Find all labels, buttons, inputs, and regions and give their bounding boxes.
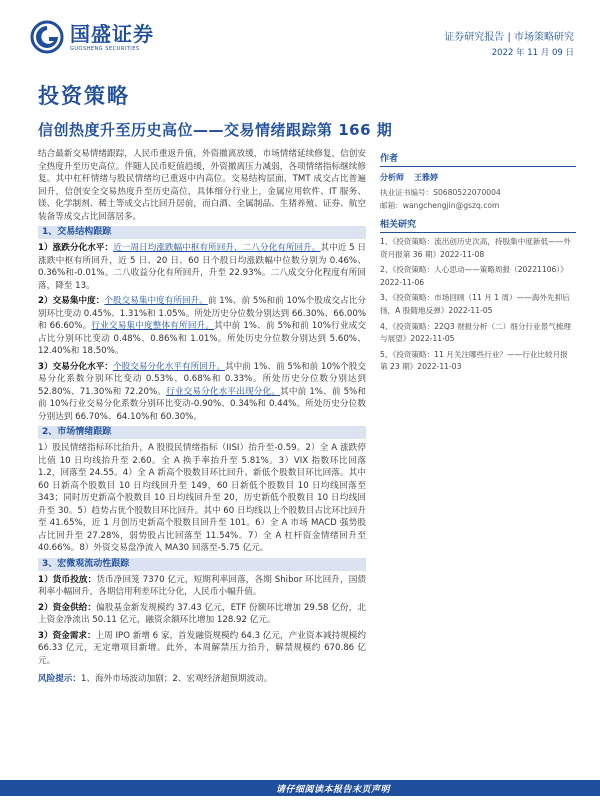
risk-label: 风险提示： xyxy=(38,674,81,684)
risk-text: 1、海外市场波动加剧；2、宏观经济超预期波动。 xyxy=(80,674,273,684)
page-header xyxy=(0,0,600,62)
point-label: 1）货币投放： xyxy=(38,574,97,585)
page-footer xyxy=(0,780,600,796)
footer-disclaimer: 请仔细阅读本报告末页声明 xyxy=(275,785,390,795)
analyst-name: 王雅婷 xyxy=(414,173,438,182)
sidebar xyxy=(380,148,576,374)
author-email[interactable]: 邮箱：wangchengjin@gszq.com xyxy=(380,201,500,210)
report-date: 2022 年 11 月 09 日 xyxy=(491,48,574,58)
authors-heading: 作者 xyxy=(380,151,576,167)
related-research-item[interactable]: 4、《投资策略：22Q3 财报分析（二）细分行业景气梳理与展望》2022-11-05 xyxy=(380,321,571,344)
point-text: 上周 IPO 新增 6 家，首发融资规模约 64.3 亿元，产业资本减持规模约 66.33 亿元，无定增项目新增。此外，本周解禁压力抬升，解禁规模约 670.86 亿元。 xyxy=(38,630,366,666)
liquidity-point-1 xyxy=(38,574,366,599)
intro-paragraph: 结合最新交易情绪跟踪，人民币重返升值，外资撤离放缓，市场情绪延续修复，信创安全热度升至历史高位。伴随人民币贬值趋缓，外资撤离压力减弱，各项情绪指标继续修复。其中杠杆情绪与股民情绪均已重返中内高位。交易结构层面，TMT 成交占比普遍回升，信创安全交易热度升至历史高位，具体细分行业上，金属应用软件、IT 服务、镁、化学制剂、稀土等成交占比回升居前，而白酒、全属制品、生猪养殖、证券、航空装备等成交占比回落居多。 xyxy=(38,149,366,222)
structure-point-1 xyxy=(38,242,366,292)
related-research-item[interactable]: 2、《投资策略：人心思动——策略周报（20221106）》2022-11-06 xyxy=(380,265,568,287)
highlight-text: 个股交易集中度有所回升。 xyxy=(104,296,208,306)
report-title: 信创热度升至历史高位——交易情绪跟踪第 166 期 xyxy=(38,121,393,139)
strategy-title: 投资策略 xyxy=(38,84,130,108)
highlight-text: 行业交易集中度整体有所回升。 xyxy=(91,321,215,331)
point-label: 1）涨跌分化水平： xyxy=(38,243,114,253)
liquidity-point-3 xyxy=(38,630,366,668)
point-text: 其中前 1%、前 5%和前 10%行业交易分化系数分别环比变动-0.90%、0.34%和 0.44%。所处历史分位数分别达到 66.70%、64.10%和 60.30%。 xyxy=(38,386,366,422)
point-label: 3）交易分化水平： xyxy=(38,361,113,372)
point-label: 2）交易集中度： xyxy=(38,296,105,306)
point-text: 前 1%、前 5%和前 10%个股成交占比分别环比变动 0.45%、1.31%和 1.05%。所处历史分位数分别达到 66.30%、66.00%和 66.60%。 xyxy=(38,296,366,331)
point-label: 2）资金供给： xyxy=(38,602,97,613)
related-research-item[interactable]: 5、《投资策略：11 月关注哪些行业？——行业比较月报 第 23 期》2022-11-03 xyxy=(380,349,568,372)
related-research-item[interactable]: 1、《投资策略：流出创历史次高，持股集中度新低——外资月报第 36 期》2022-11-08 xyxy=(380,237,571,259)
point-text: 货币净回笼 7370 亿元，短期利率回落，各期 Shibor 环比回升，国债利率小幅回升，各期信用利差环比分化，人民币小幅升值。 xyxy=(38,574,366,597)
liquidity-point-2 xyxy=(38,602,366,627)
structure-point-3 xyxy=(38,361,366,424)
risk-warning xyxy=(38,673,366,686)
report-type: 证券研究报告 | 市场策略研究 xyxy=(444,32,574,43)
logo-english-name: GUOSHENG SECURITIES xyxy=(70,45,140,52)
point-text: 其中近 5 日涨跌中枢有所回升，近 5 日、20 日、60 日个股日均涨跌幅中位数分别为 0.46%、0.36%和-0.01%。二八收益分化有所回升，升至 22.93%。二八成交分化程度有所回落，降至 13。 xyxy=(38,243,366,291)
logo-icon xyxy=(30,20,64,54)
related-research-heading: 相关研究 xyxy=(380,217,576,233)
highlight-text: 行业交易分化水平出现分化。 xyxy=(166,386,281,397)
highlight-text: 近一周日均涨跌幅中枢有所回升，二八分化有所回升。 xyxy=(113,243,321,253)
section-heading-liquidity: 3、宏微观流动性跟踪 xyxy=(38,558,366,571)
section-heading-sentiment: 2、市场情绪跟踪 xyxy=(38,426,366,439)
logo-chinese-name: 国盛证券 xyxy=(70,21,154,46)
related-research-item[interactable]: 3、《投资策略：市场回顾（11 月 1 周）——海外先抑后扬，A 股随地反弹》2022-11-05 xyxy=(380,293,570,315)
main-content xyxy=(38,148,366,686)
structure-point-2 xyxy=(38,295,366,358)
sentiment-paragraph: 1）股民情绪指标环比抬升，A 股股民情绪指标（IISI）抬升至-0.59。2）全 A 涨跌停比值 10 日均线抬升至 2.60。全 A 换手率抬升至 5.81%。3）VIX 指数环比回落 1.2，回落至 24.55。4）全 A 新高个股数目环比回升、新低个股数目环比回落。其中 60 日新高个股数目 10 日均线回升至 149，60 日新低个股数目 10 日均线回落至 343；同时历史新高个股数目 10 日均线回升至 20，历史新低个股数目 10 日均线回升至 30。5）趋势占优个股数目环比回升。其中 60 日均线以上个股数目占比环比回升至 41.65%，近 1 月创历史新高个股数目回升至 101。6）全 A 市场 MACD 强势股占比回升至 27.28%，弱势股占比回落至 11.54%。7）全 A 杠杆资金情绪回升至 40.66%。8）外资交易盘净流入 MA30 回落至-5.75 亿元。 xyxy=(38,443,366,553)
highlight-text: 个股交易分化水平有所回升。 xyxy=(112,361,226,372)
point-text: 偏股基金新发规模约 37.43 亿元，ETF 份额环比增加 29.58 亿份，北上资金净流出 50.11 亿元，融资余额环比增加 128.92 亿元。 xyxy=(38,602,366,625)
certificate-number: 执业证书编号：S0680522070004 xyxy=(380,188,501,197)
company-logo xyxy=(30,20,154,54)
point-text: 其中前 1%、前 5%和前 10%个股交易分化系数分别环比变动 0.53%、0.68%和 0.33%。所处历史分位数分别达到 52.80%、71.30%和 72.20%。 xyxy=(38,361,366,397)
section-heading-structure: 1、交易结构跟踪 xyxy=(38,226,366,239)
author-row xyxy=(380,172,576,183)
point-label: 3）资金需求： xyxy=(38,630,96,641)
analyst-label: 分析师 xyxy=(380,173,404,182)
point-text: 其中前 1%、前 5%和前 10%行业成交占比分别环比变动 0.48%、0.86%和 1.01%。所处历史分位数分别达到 5.60%、12.40%和 18.50%。 xyxy=(38,321,366,356)
